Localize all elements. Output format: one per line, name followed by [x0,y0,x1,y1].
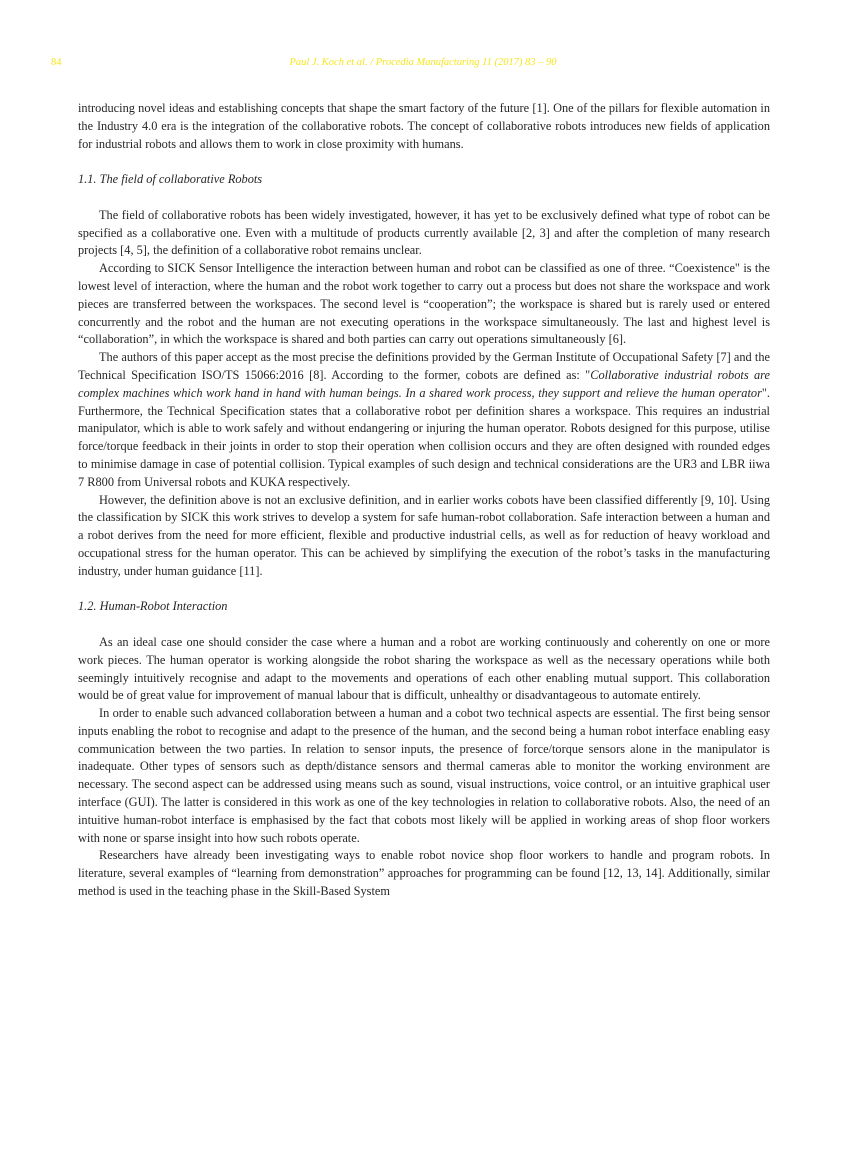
section-heading-1-1: 1.1. The field of collaborative Robots [78,172,263,187]
section-1-1-paragraph-3 [78,349,770,491]
section-1-1-paragraph-2: According to SICK Sensor Intelligence the interaction between human and robot can be classified as one of three. “Coexistence" is the lowest level of interaction, where the human and the robot work together to carry out a process but does not share the workspace and work pieces are transferred between the workspaces. The second level is “cooperation”; the workspace is shared but is rarely used or entered concurrently and the robot and the human are not executing operations in the workspace simultaneously. The last and highest level is “collaboration”, in which the workspace is shared and both parties can carry out operations simultaneously [6]. [78,261,770,347]
section-1-2-paragraph-2: In order to enable such advanced collaboration between a human and a cobot two technical aspects are essential. The first being sensor inputs enabling the robot to recognise and adapt to the presence of the human, and the second being a human robot interface enabling easy communication between the two parties. In relation to sensor inputs, the presence of force/torque sensors alone in the manipulator is inadequate. Other types of sensors such as depth/distance sensors and thermal cameras able to monitor the working environment are necessary. The second aspect can be addressed using means such as sound, visual instructions, voice control, or an intuitive graphical user interface (GUI). The latter is considered in this work as one of the key technologies in relation to collaborative robots. Also, the need of an intuitive human-robot interface is emphasised by the fact that cobots most likely will be applied in working areas of shop floor workers with none or sparse insight into how such robots operate. [78,706,770,845]
running-header [0,57,846,73]
paragraph-text: ". Furthermore, the Technical Specification states that a collaborative robot per definition shares a workspace. This requires an industrial manipulator, which is able to work safely and without endangering or injuring the human operator. Robots designed for this purpose, utilise force/torque feedback in their joints in order to stop their operation when collision occurs and they are often designed with rounded edges to minimise damage in case of potential collision. Typical examples of such design and technical considerations are the UR3 and LBR iiwa 7 R800 from Universal robots and KUKA respectively. [78,385,770,489]
section-1-2-paragraph-3: Researchers have already been investigating ways to enable robot novice shop floor workers to handle and program robots. In literature, several examples of “learning from demonstration” approaches for programming can be found [12, 13, 14]. Additionally, similar method is used in the teaching phase in the Skill-Based System [78,848,770,899]
intro-paragraph: introducing novel ideas and establishing concepts that shape the smart factory of the future [1]. One of the pillars for flexible automation in the Industry 4.0 era is the integration of the collaborative robots. The concept of collaborative robots introduces new fields of application for industrial robots and allows them to work in close proximity with humans. [78,101,770,151]
page-body [78,100,770,901]
section-heading-1-2: 1.2. Human-Robot Interaction [78,599,228,614]
paragraph-text: The authors of this paper accept as the most precise the definitions provided by the German Institute of Occupational Safety [7] and the Technical Specification ISO/TS 15066:2016 [8]. According to the former, cobots are defined as: " [78,350,770,382]
running-title: Paul J. Koch et al. / Procedia Manufacturing 11 (2017) 83 – 90 [289,57,557,68]
section-1-1-paragraph-4: However, the definition above is not an exclusive definition, and in earlier works cobots have been classified differently [9, 10]. Using the classification by SICK this work strives to develop a system for safe human-robot collaboration. Safe interaction between a human and a robot derives from the need for more efficient, flexible and productive industrial cells, as well as for reduction of heavy workload and occupational stress for the human operator. This can be achieved by simplifying the execution of the robot’s tasks in the manufacturing industry, under human guidance [11]. [78,492,770,578]
page-number: 84 [51,57,62,68]
section-1-1-paragraph-1: The field of collaborative robots has been widely investigated, however, it has yet to be exclusively defined what type of robot can be specified as a collaborative one. Even with a multitude of products currently available [2, 3] and after the completion of many research projects [4, 5], the definition of a collaborative robot remains unclear. [78,207,770,258]
cobot-definition-quote: Collaborative industrial robots are complex machines which work hand in hand with human beings. In a shared work process, they support and relieve the human operator [78,367,770,400]
section-1-2-paragraph-1: As an ideal case one should consider the case where a human and a robot are working continuously and coherently on one or more work pieces. The human operator is working alongside the robot sharing the workspace as well as the necessary operations while both seemingly intuitively recognise and adapt to the movements and operations of each other enabling mutual support. This collaboration would be of great value for improvement of manual labour that is difficult, unhealthy or disadvantageous to automate entirely. [78,634,770,703]
